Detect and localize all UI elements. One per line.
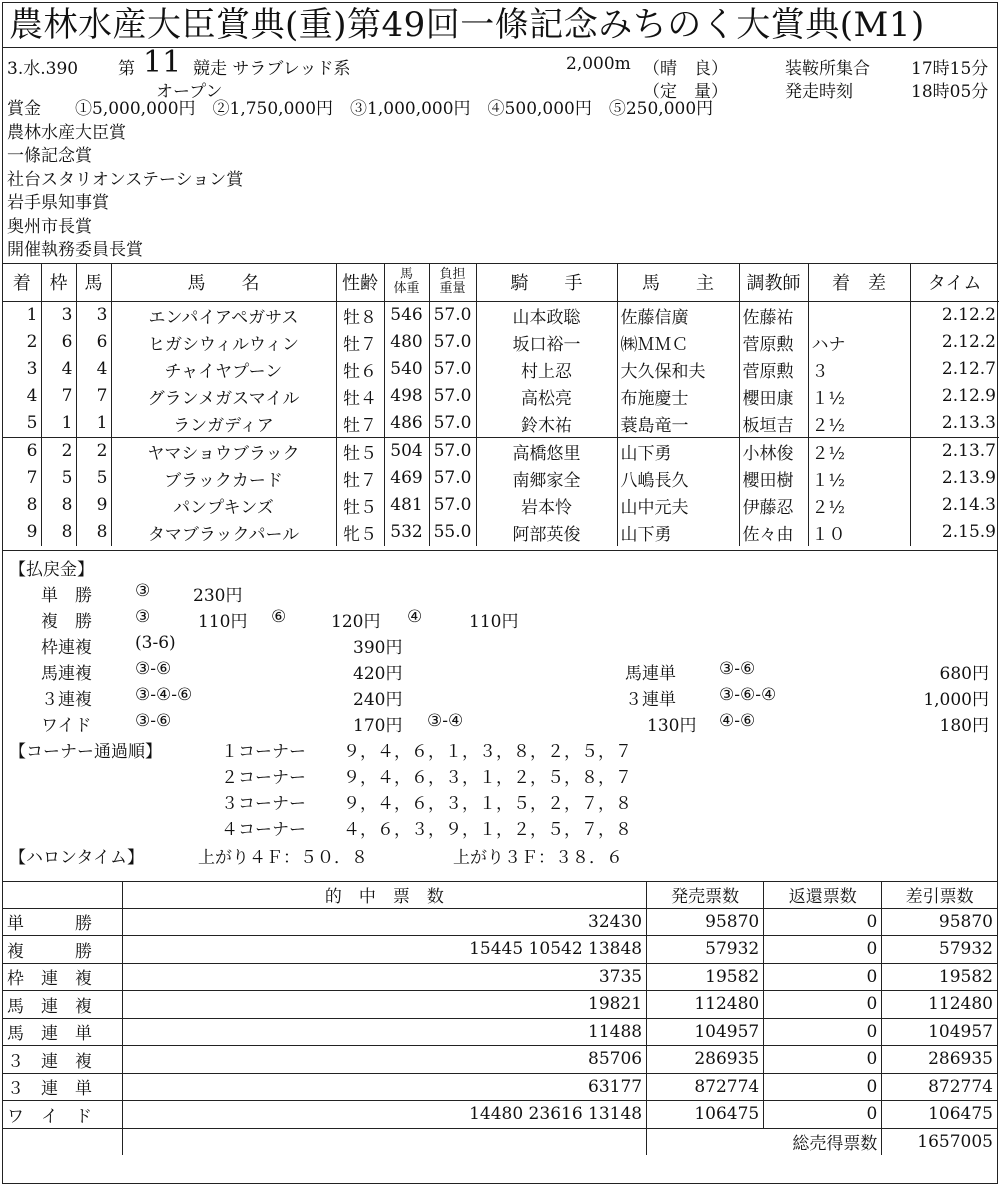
frame-cell: 6 [41,329,76,356]
horse-no-cell: 8 [76,519,111,546]
refund-cell: 0 [764,991,882,1019]
exacta-amount: 680円 [939,663,989,684]
corner-title: 【コーナー通過順】 [9,741,162,762]
sales-row [3,1046,997,1074]
time-cell: 2.14.3 [941,495,996,515]
horse-no-cell: 5 [76,465,111,492]
time-cell: 2.12.7 [941,359,996,379]
sales-table [3,881,997,1156]
corner-label: ３コーナー [221,793,306,814]
quinella-amount: 420円 [353,663,403,684]
award-item: 岩手県知事賞 [7,193,109,213]
race-class: オープン [156,82,223,102]
sales-row [3,963,997,991]
owner-cell: 山下勇 [617,437,739,465]
bet-type-cell: 枠 連 複 [3,963,122,991]
horse-name-cell: ランガディア [111,410,336,438]
hits-cell: 11488 [122,1018,647,1046]
award-item: 社台スタリオンステーション賞 [7,169,244,190]
corner-order: ９，４，６，３，１，２，５，８，７ [343,767,632,788]
sex-age-cell: 牡７ [336,465,384,492]
weight-cell: 469 [384,465,429,492]
sales-row [3,908,997,936]
load-cell: 57.0 [429,329,476,356]
trifecta-amount: 1,000円 [923,689,989,710]
sold-cell: 57932 [647,936,764,964]
sex-age-cell: 牝５ [336,519,384,546]
net-cell: 286935 [882,1046,997,1074]
margin-cell: ２½ [808,492,910,519]
sex-age-cell: 牡６ [336,356,384,383]
owner-cell: 山下勇 [617,519,739,546]
col-body-weight: 馬 体重 [384,264,429,302]
sex-age-cell: 牡５ [336,437,384,465]
owner-cell: 佐藤信廣 [617,301,739,329]
award-item: 農林水産大臣賞 [7,122,126,143]
net-cell: 19582 [882,963,997,991]
wide-combo: ④-⑥ [719,710,756,731]
weight-cell: 481 [384,492,429,519]
sold-cell: 112480 [647,991,764,1019]
time-cell: 2.12.9 [941,386,996,406]
rank-cell: 4 [3,383,41,410]
corner-order: ４，６，３，９，１，２，５，７，８ [343,819,632,840]
jockey-cell: 鈴木祐 [476,410,617,438]
net-cell: 104957 [882,1018,997,1046]
refund-cell: 0 [764,1018,882,1046]
prize-and-awards [3,98,997,263]
total-value: 1657005 [917,1131,993,1152]
owner-cell: 八嶋長久 [617,465,739,492]
col-time: タイム [910,264,999,302]
weight-cell: 480 [384,329,429,356]
bet-type-cell: ３ 連 単 [3,1073,122,1101]
margin-cell: ２½ [808,437,910,465]
margin-cell: １½ [808,465,910,492]
trio-combo: ③-④-⑥ [135,684,193,705]
jockey-cell: 南郷家全 [476,465,617,492]
race-date: 3.水.390 [7,59,79,79]
assembly-time: 17時15分 [911,59,989,79]
wide-label: ワイド [41,715,92,736]
margin-cell: １０ [808,519,910,546]
rank-cell: 1 [3,301,41,329]
net-cell: 112480 [882,991,997,1019]
award-item: 開催執務委員長賞 [7,240,143,260]
payout-section [3,551,997,881]
place-combo: ③ [135,606,151,627]
trainer-cell: 佐々由 [739,519,808,546]
time-cell: 2.13.3 [941,413,996,433]
jockey-cell: 坂口裕一 [476,329,617,356]
post-time: 18時05分 [911,82,989,102]
result-row [3,519,999,546]
frame-cell: 7 [41,383,76,410]
trio-amount: 240円 [353,689,403,710]
weight-cell: 540 [384,356,429,383]
horse-name-cell: チャイヤプーン [111,356,336,383]
sales-total-row [3,1128,997,1155]
load-cell: 57.0 [429,410,476,438]
results-table [3,263,997,551]
race-title: 農林水産大臣賞典(重)第49回一條記念みちのく大賞典(M1) [3,3,997,48]
result-row [3,437,999,465]
trainer-cell: 小林俊 [739,437,808,465]
payout-title: 【払戻金】 [9,559,94,580]
weight-cell: 532 [384,519,429,546]
horse-no-cell: 6 [76,329,111,356]
corner-order: ９，４，６，３，１，５，２，７，８ [343,793,632,814]
hits-cell: 14480 23616 13148 [122,1101,647,1129]
sex-age-cell: 牡７ [336,329,384,356]
wide-amount: 170円 [353,715,403,736]
sold-cell: 104957 [647,1018,764,1046]
weight-rule: （定 量） [643,82,728,102]
sales-header-row [3,882,997,909]
col-load-weight: 負担 重量 [429,264,476,302]
sales-row [3,1101,997,1129]
horse-no-cell: 7 [76,383,111,410]
refund-cell: 0 [764,963,882,991]
trainer-cell: 菅原勲 [739,356,808,383]
sales-row [3,936,997,964]
sold-cell: 286935 [647,1046,764,1074]
refund-cell: 0 [764,1073,882,1101]
bet-type-cell: ３ 連 複 [3,1046,122,1074]
frame-cell: 8 [41,519,76,546]
sold-cell: 872774 [647,1073,764,1101]
frame-cell: 4 [41,356,76,383]
jockey-cell: 村上忍 [476,356,617,383]
corner-order: ９，４，６，１，３，８，２，５，７ [343,741,632,762]
bet-type-cell: 馬 連 単 [3,1018,122,1046]
frame-cell: 2 [41,437,76,465]
weight-cell: 486 [384,410,429,438]
horse-no-cell: 9 [76,492,111,519]
owner-cell: 蓑島竜一 [617,410,739,438]
load-cell: 57.0 [429,437,476,465]
wide-combo: ③-④ [427,710,464,731]
load-cell: 57.0 [429,465,476,492]
last-4f: 上がり４Ｆ：５０．８ [198,847,368,868]
col-hits: 的 中 票 数 [122,882,647,909]
race-result-sheet [2,2,998,1184]
horse-no-cell: 2 [76,437,111,465]
jockey-cell: 岩本怜 [476,492,617,519]
last-3f: 上がり３Ｆ：３８．６ [453,847,623,868]
net-cell: 872774 [882,1073,997,1101]
load-cell: 57.0 [429,492,476,519]
win-amount: 230円 [193,585,243,606]
col-sold: 発売票数 [647,882,764,909]
place-combo: ④ [407,606,423,627]
trifecta-combo: ③-⑥-④ [719,684,777,705]
rank-cell: 7 [3,465,41,492]
col-sex-age: 性齢 [336,264,384,302]
prize-money: 賞金 ①5,000,000円 ②1,750,000円 ③1,000,000円 ④500,000円 ⑤250,000円 [7,99,714,119]
race-number: 11 [143,45,182,80]
col-net: 差引票数 [882,882,997,909]
award-item: 奥州市長賞 [7,216,92,237]
jockey-cell: 高松亮 [476,383,617,410]
margin-cell: ３ [808,356,910,383]
frame-cell: 8 [41,492,76,519]
col-horse-no: 馬 [76,264,111,302]
win-combo: ③ [135,580,151,601]
col-horse-name: 馬 名 [111,264,336,302]
margin-cell [808,301,910,329]
trainer-cell: 櫻田康 [739,383,808,410]
assembly-label: 装鞍所集合 [785,59,870,79]
time-cell: 2.12.2 [941,305,996,325]
sales-row [3,1073,997,1101]
sold-cell: 95870 [647,908,764,936]
trainer-cell: 菅原勲 [739,329,808,356]
place-label: 複 勝 [41,611,92,632]
results-header-row [3,264,999,302]
award-item: 一條記念賞 [7,146,92,166]
result-row [3,329,999,356]
horse-name-cell: ブラックカード [111,465,336,492]
owner-cell: 布施慶士 [617,383,739,410]
hits-cell: 85706 [122,1046,647,1074]
load-cell: 57.0 [429,301,476,329]
rank-cell: 2 [3,329,41,356]
trainer-cell: 佐藤祐 [739,301,808,329]
frame-cell: 1 [41,410,76,438]
frame-cell: 3 [41,301,76,329]
trainer-cell: 伊藤忍 [739,492,808,519]
refund-cell: 0 [764,1101,882,1129]
trainer-cell: 板垣吉 [739,410,808,438]
hits-cell: 19821 [122,991,647,1019]
owner-cell: 大久保和夫 [617,356,739,383]
rank-cell: 5 [3,410,41,438]
rank-cell: 3 [3,356,41,383]
horse-name-cell: ヒガシウィルウィン [111,329,336,356]
weight-cell: 546 [384,301,429,329]
place-amount: 110円 [469,611,519,632]
total-label: 総売得票数 [647,1128,882,1155]
load-cell: 55.0 [429,519,476,546]
horse-no-cell: 4 [76,356,111,383]
corner-label: １コーナー [221,741,306,762]
sex-age-cell: 牡７ [336,410,384,438]
col-margin: 着 差 [808,264,910,302]
place-amount: 120円 [331,611,381,632]
horse-no-cell: 3 [76,301,111,329]
result-row [3,301,999,329]
horse-name-cell: パンプキンズ [111,492,336,519]
horse-name-cell: エンパイアペガサス [111,301,336,329]
margin-cell: １½ [808,383,910,410]
frame-quinella-combo: (3-6) [135,632,176,653]
race-distance: 2,000m [566,54,631,74]
col-owner: 馬 主 [617,264,739,302]
horse-name-cell: ヤマショウブラック [111,437,336,465]
jockey-cell: 高橋悠里 [476,437,617,465]
hits-cell: 3735 [122,963,647,991]
refund-cell: 0 [764,936,882,964]
furlong-title: 【ハロンタイム】 [9,847,144,868]
place-amount: 110円 [198,611,248,632]
sex-age-cell: 牡５ [336,492,384,519]
weight-cell: 498 [384,383,429,410]
trifecta-label: ３連単 [625,689,676,710]
time-cell: 2.15.9 [941,522,996,542]
result-row [3,383,999,410]
time-cell: 2.13.7 [910,437,999,465]
sold-cell: 106475 [647,1101,764,1129]
frame-cell: 5 [41,465,76,492]
hits-cell: 15445 10542 13848 [122,936,647,964]
sales-row [3,1018,997,1046]
frame-quinella-label: 枠連複 [41,637,92,658]
sales-type-header [3,882,122,909]
sex-age-cell: 牡４ [336,383,384,410]
quinella-label: 馬連複 [41,663,92,684]
wide-amount: 130円 [647,715,697,736]
margin-cell: ２½ [808,410,910,438]
col-rank: 着 [3,264,41,302]
horse-name-cell: グランメガスマイル [111,383,336,410]
result-row [3,492,999,519]
horse-no-cell: 1 [76,410,111,438]
track-condition: （晴 良） [643,59,728,79]
load-cell: 57.0 [429,356,476,383]
hits-cell: 63177 [122,1073,647,1101]
place-combo: ⑥ [271,606,287,627]
net-cell: 57932 [882,936,997,964]
race-category: 競走 サラブレッド系 [193,59,351,79]
race-header [3,45,997,102]
race-prefix: 第 [118,59,135,79]
bet-type-cell: ワ イ ド [3,1101,122,1129]
corner-label: ４コーナー [221,819,306,840]
sales-row [3,991,997,1019]
sold-cell: 19582 [647,963,764,991]
rank-cell: 6 [3,437,41,465]
col-frame: 枠 [41,264,76,302]
col-refund: 返還票数 [764,882,882,909]
refund-cell: 0 [764,908,882,936]
refund-cell: 0 [764,1046,882,1074]
exacta-combo: ③-⑥ [719,658,756,679]
col-trainer: 調教師 [739,264,808,302]
trainer-cell: 櫻田樹 [739,465,808,492]
result-row [3,465,999,492]
margin-cell: ハナ [808,329,910,356]
time-cell: 2.12.2 [941,332,996,352]
time-cell: 2.13.9 [941,468,996,488]
bet-type-cell: 単 勝 [3,908,122,936]
post-time-label: 発走時刻 [785,82,853,102]
net-cell: 106475 [882,1101,997,1129]
col-jockey: 騎 手 [476,264,617,302]
weight-cell: 504 [384,437,429,465]
wide-combo: ③-⑥ [135,710,172,731]
trio-label: ３連複 [41,689,92,710]
owner-cell: ㈱ＭＭＣ [617,329,739,356]
hits-cell: 32430 [122,908,647,936]
bet-type-cell: 複 勝 [3,936,122,964]
bet-type-cell: 馬 連 複 [3,991,122,1019]
rank-cell: 8 [3,492,41,519]
quinella-combo: ③-⑥ [135,658,172,679]
result-row [3,356,999,383]
win-label: 単 勝 [41,585,92,606]
result-row [3,410,999,438]
corner-label: ２コーナー [221,767,306,788]
rank-cell: 9 [3,519,41,546]
sex-age-cell: 牡８ [336,301,384,329]
jockey-cell: 阿部英俊 [476,519,617,546]
load-cell: 57.0 [429,383,476,410]
jockey-cell: 山本政聡 [476,301,617,329]
owner-cell: 山中元夫 [617,492,739,519]
frame-quinella-amount: 390円 [353,637,403,658]
wide-amount: 180円 [939,715,989,736]
net-cell: 95870 [882,908,997,936]
horse-name-cell: タマブラックパール [111,519,336,546]
exacta-label: 馬連単 [625,663,676,684]
